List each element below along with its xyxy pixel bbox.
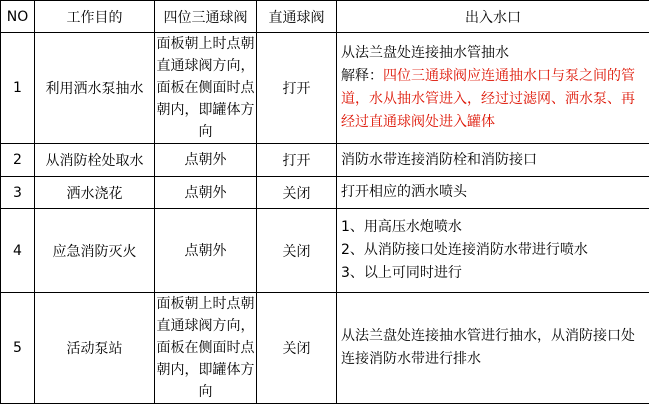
cell-water-inlet-outlet: [337, 33, 649, 144]
header-row: [1, 1, 649, 33]
cell-straight-valve-state: 关闭: [257, 177, 337, 209]
cell-four-way-valve-position: 点朝外: [155, 177, 257, 209]
column-header-four-way-valve: 四位三通球阀: [155, 1, 257, 33]
cell-four-way-valve-position: 点朝外: [155, 144, 257, 177]
io-paragraph: [341, 65, 645, 134]
io-text-highlighted: 四位三通球阀应连通抽水口与泵之间的管道，水从抽水管进入，经过过滤网、洒水泵、再经过直通球阀处进入罐体: [341, 68, 635, 130]
io-paragraph: [341, 216, 645, 239]
cell-four-way-valve-position: 点朝外: [155, 209, 257, 293]
cell-four-way-valve-position: 面板朝上时点朝直通球阀方向，面板在侧面时点朝内，即罐体方向: [155, 293, 257, 404]
io-paragraph: [341, 262, 645, 285]
cell-work-purpose: 活动泵站: [35, 293, 155, 404]
io-text: 1、用高压水炮喷水: [341, 219, 462, 235]
io-text: 消防水带连接消防栓和消防接口: [341, 152, 537, 168]
cell-straight-valve-state: 关闭: [257, 293, 337, 404]
io-text: 从法兰盘处连接抽水管进行抽水，从消防接口处连接消防水带进行排水: [341, 328, 635, 367]
cell-water-inlet-outlet: [337, 144, 649, 177]
table-row: [1, 209, 649, 293]
cell-four-way-valve-position: 面板朝上时点朝直通球阀方向，面板在侧面时点朝内，即罐体方向: [155, 33, 257, 144]
cell-water-inlet-outlet: [337, 209, 649, 293]
cell-row-number: 1: [1, 33, 35, 144]
cell-straight-valve-state: 打开: [257, 33, 337, 144]
io-paragraph: [341, 42, 645, 65]
io-paragraph: [341, 181, 645, 204]
cell-work-purpose: 从消防栓处取水: [35, 144, 155, 177]
table-row: [1, 33, 649, 144]
io-text: 3、以上可同时进行: [341, 265, 462, 281]
cell-row-number: 3: [1, 177, 35, 209]
io-text: 解释：: [341, 68, 383, 84]
io-paragraph: [341, 149, 645, 172]
table-row: [1, 293, 649, 404]
cell-work-purpose: 洒水浇花: [35, 177, 155, 209]
io-text: 从法兰盘处连接抽水管抽水: [341, 45, 509, 61]
cell-straight-valve-state: 关闭: [257, 209, 337, 293]
cell-straight-valve-state: 打开: [257, 144, 337, 177]
cell-row-number: 4: [1, 209, 35, 293]
io-text: 打开相应的洒水喷头: [341, 184, 467, 200]
column-header-purpose: 工作目的: [35, 1, 155, 33]
io-text: 2、从消防接口处连接消防水带进行喷水: [341, 242, 588, 258]
io-paragraph: [341, 239, 645, 262]
column-header-no: NO: [1, 1, 35, 33]
cell-water-inlet-outlet: [337, 293, 649, 404]
column-header-io: 出入水口: [337, 1, 649, 33]
io-paragraph: [341, 325, 645, 371]
cell-work-purpose: 应急消防灭火: [35, 209, 155, 293]
cell-row-number: 2: [1, 144, 35, 177]
table-body: [1, 33, 649, 404]
cell-work-purpose: 利用洒水泵抽水: [35, 33, 155, 144]
table-row: [1, 144, 649, 177]
column-header-straight-valve: 直通球阀: [257, 1, 337, 33]
table-row: [1, 177, 649, 209]
cell-water-inlet-outlet: [337, 177, 649, 209]
cell-row-number: 5: [1, 293, 35, 404]
